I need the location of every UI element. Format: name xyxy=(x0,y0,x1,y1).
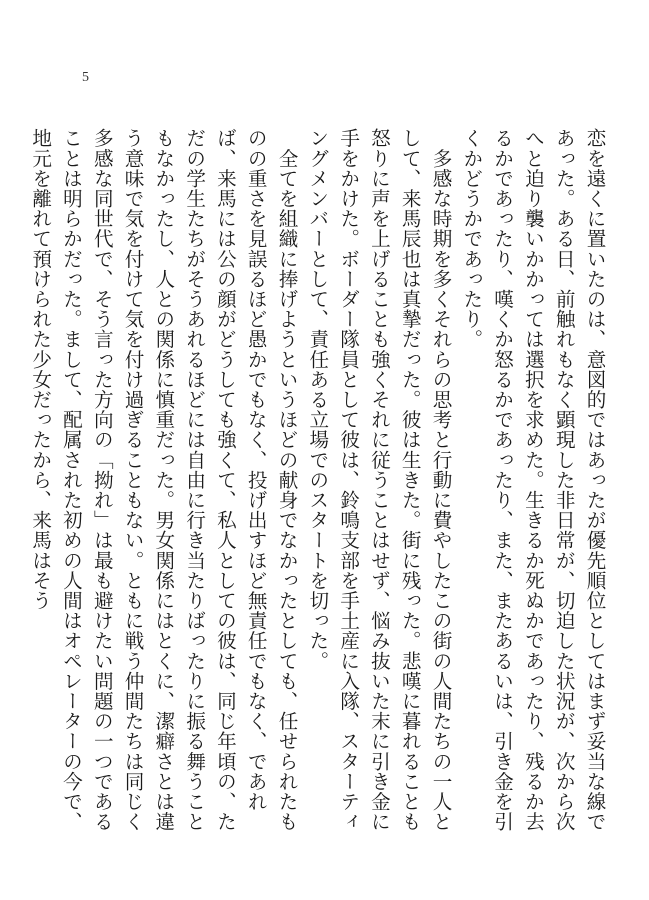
paragraph-3: 全てを組織に捧げようというほどの献身でなかったとしても、任せられたものの重さを見誤るほど愚かでもなく、投げ出すほど無責任でもなく、であれば、来馬には公の顔がどうしても強くて、私人としての彼は、同じ年頃の、ただの学生たちがそうあれるほどには自由に行き当たりばったりに振る舞うこともなかったし、人との関係に慎重だった。男女関係にはとくに、潔癖さとは違う意味で気を付けて気を付け過ぎることもない。ともに戦う仲間たちは同じく多感な同世代で、そう言った方向の「拗れ」は最も避けたい問題の一つであることは明らかだった。まして、配属された初めの人間はオペレーターの今で、地元を離れて預けられた少女だったから、来馬はそう xyxy=(28,128,299,832)
page-number: 5 xyxy=(82,70,89,85)
paragraph-2: 多感な時期を多くそれらの思考と行動に費やしたこの街の人間たちの一人として、来馬辰也は真摯だった。彼は生きた。街に残った。悲嘆に暮れることも怒りに声を上げることも強くそれに従うことはせず、悩み抜いた末に引き金に手をかけた。ボーダー隊員として彼は、鈴鳴支部を手土産に入隊、スターティングメンバーとして、責任ある立場でのスタートを切った。 xyxy=(305,128,453,832)
body-text xyxy=(29,128,609,838)
paragraph-1: 恋を遠くに置いたのは、意図的ではあったが優先順位としてはまず妥当な線であった。ある日、前触れもなく顕現した非日常が、切迫した状況が、次から次へと迫り襲いかかっては選択を求めた。生きるか死ぬかであったり、残るか去るかであったり、嘆くか怒るかであったり、また、またあるいは、引き金を引くかどうかであったり。 xyxy=(459,128,606,832)
